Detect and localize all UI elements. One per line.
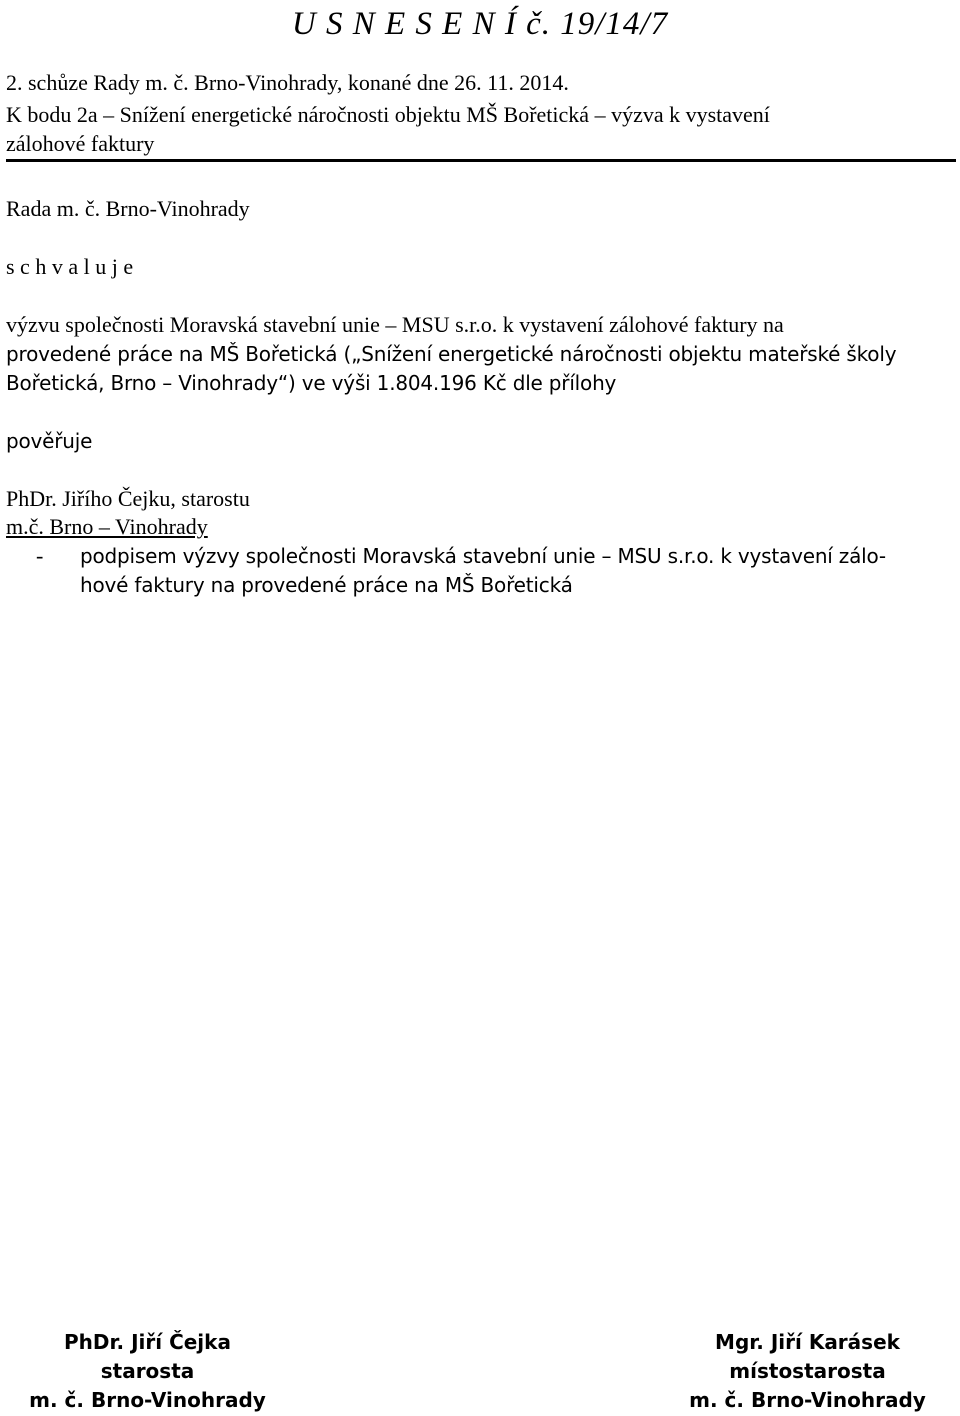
signature-deputy-name: Mgr. Jiří Karásek [715,1330,900,1354]
authorized-person-text: PhDr. Jiřího Čejku, starostu [6,486,250,511]
authorized-district: m.č. Brno – Vinohrady [6,514,208,539]
council-name: Rada m. č. Brno-Vinohrady [6,196,250,221]
task-line-2: hové faktury na provedené práce na MŠ Bořetická [80,573,573,597]
agenda-item-line-2: zálohové faktury [6,131,155,156]
signature-mayor-district: m. č. Brno-Vinohrady [29,1388,266,1412]
signature-mayor [20,1328,275,1416]
authorized-person [6,485,250,513]
signature-deputy-district: m. č. Brno-Vinohrady [689,1388,926,1412]
resolution-title: U S N E S E N Í č. 19/14/7 [291,6,669,42]
body-line-3: Bořetická, Brno – Vinohrady“) ve výši 1.804.196 Kč dle přílohy [6,371,617,395]
body-line-1: výzvu společnosti Moravská stavební unie – MSU s.r.o. k vystavení zálohové faktury na [6,312,784,337]
body-line-2: provedené práce na MŠ Bořetická („Snížení energetické náročnosti objektu mateřské školy [6,342,897,366]
task-line-1: podpisem výzvy společnosti Moravská stavební unie – MSU s.r.o. k vystavení zálo- [80,544,886,568]
signature-deputy-mayor [680,1328,935,1416]
authorizes-heading: pověřuje [6,429,93,453]
meeting-info: 2. schůze Rady m. č. Brno-Vinohrady, konané dne 26. 11. 2014. [6,70,569,95]
task-bullet-dash: - [36,543,44,568]
signature-mayor-name: PhDr. Jiří Čejka [64,1330,231,1354]
header-divider [6,159,956,162]
signature-mayor-role: starosta [100,1359,195,1383]
approves-heading: s c h v a l u j e [6,254,134,279]
signature-deputy-role: místostarosta [729,1359,886,1383]
agenda-item-line-1: K bodu 2a – Snížení energetické náročnosti objektu MŠ Bořetická – výzva k vystavení [6,102,770,127]
